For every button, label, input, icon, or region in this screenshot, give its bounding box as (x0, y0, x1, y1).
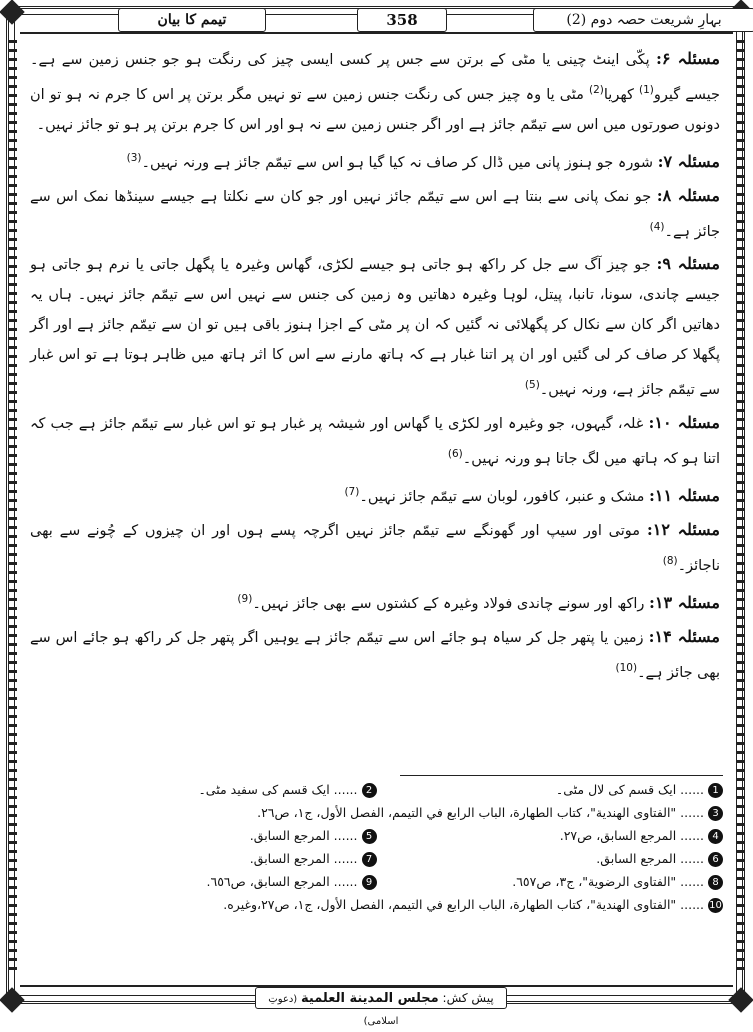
footnote-ref: (7) (344, 486, 360, 499)
footnote-ref: (8) (662, 554, 678, 567)
chapter-title: تیمم کا بیان (118, 8, 266, 32)
masala-label: مسئلہ ۱۲: (646, 519, 720, 539)
footnote (377, 824, 724, 847)
page-footer (255, 987, 507, 1027)
footnote-ref: (4) (649, 220, 665, 233)
masala-label: مسئلہ ۸: (656, 185, 720, 205)
masala-text: غلہ، گیہوں، جو وغیرہ اور لکڑی یا گھاس اور شیشہ پر غبار ہو تو اس غبار سے تیمّم جائز ہے جب کہ اتنا ہو کہ ہاتھ میں لگ جاتا ہو ورنہ نہیں۔ (30, 416, 720, 468)
footnote-ref: (3) (126, 151, 142, 164)
masala-text: راکھ اور سونے چاندی فولاد وغیرہ کے کشتوں سے بھی جائز نہیں۔ (252, 595, 649, 612)
footnote-text: ...... المرجع السابق، ص٦٥٦. (206, 874, 358, 889)
book-title: بہارِ شریعت حصہ دوم (2) (533, 8, 753, 32)
masala-paragraph (30, 477, 720, 512)
footnote-text: ...... "الفتاوى الهندية"، كتاب الطهارة، الباب الرابع في التيمم، الفصل الأول، ج١، ص٢٧،وغيره. (223, 897, 704, 912)
border-ornament-right (736, 40, 744, 972)
presenter-label: پیش کش: (442, 991, 494, 1005)
masala-label: مسئلہ ۱۳: (648, 592, 720, 612)
footnote-number: 9 (362, 875, 377, 890)
footnote-text: ...... ایک قسم کی لال مٹی۔ (555, 782, 704, 797)
footnote (377, 870, 724, 893)
masala-text: کھریا (603, 86, 639, 103)
main-text (30, 44, 720, 690)
footnote (30, 801, 723, 824)
footnote-row (30, 870, 723, 893)
footnote (30, 824, 377, 847)
footnote-row (30, 824, 723, 847)
footnote-text: ...... "الفتاوى الرضوية"، ج٣، ص٦٥٧. (512, 874, 704, 889)
masala-label: مسئلہ ۱۰: (648, 413, 720, 433)
masala-label: مسئلہ ۶: (655, 49, 720, 68)
masala-text: جو چیز آگ سے جل کر راکھ ہو جاتی ہو جیسے لکڑی، گھاس وغیرہ یا پگھل جاتی یا نرم ہو جاتی ہو جیسے چاندی، سونا، تانبا، پیتل، لوہا وغیرہ دھاتیں وہ زمین کی جنس سے نہیں اس سے تیمّم جائز نہیں۔ ہاں یہ دھاتیں اگر کان سے نکال کر پگھلائی نہ گئیں کہ ان پر مٹی کے اجزا ہنوز باقی ہیں تو ان سے تیمّم جائز ہے اور اگر پگھلا کر صاف کر لی گئیں اور ان پر اتنا غبار ہے کہ ہاتھ مارنے سے اس کا اثر ہاتھ میں ظاہر ہوتا ہے تو اس غبار سے تیمّم جائز ہے، ورنہ نہیں۔ (30, 257, 720, 399)
masala-text: پکّی اینٹ چینی یا مٹی کے برتن سے جس پر کسی ایسی چیز کی رنگت ہو جو جنس زمین سے ہے۔ جیسے گیرو (30, 52, 720, 103)
footnote-text: ...... ایک قسم کی سفید مٹی۔ (198, 782, 358, 797)
footnotes (30, 778, 723, 916)
page-header (20, 6, 733, 34)
masala-paragraph (30, 143, 720, 178)
footnote (30, 778, 377, 801)
footnote-ref: (5) (524, 379, 540, 392)
masala-label: مسئلہ ۱۴: (648, 626, 720, 646)
footnote-ref: (10) (615, 661, 638, 674)
footnote (377, 778, 724, 801)
footnote-row (30, 801, 723, 824)
footnote (30, 893, 723, 916)
footnote-number: 3 (708, 806, 723, 821)
footnote-row (30, 847, 723, 870)
footnote-number: 5 (362, 829, 377, 844)
masala-text: شورہ جو ہنوز پانی میں ڈال کر صاف نہ کیا گیا ہو اس سے تیمّم جائز ہے ورنہ نہیں۔ (141, 154, 658, 171)
masala-label: مسئلہ ۹: (656, 254, 720, 274)
masala-label: مسئلہ ۱۱: (648, 485, 720, 505)
footnote-text: ...... المرجع السابق، ص٢٧. (559, 828, 704, 843)
footnote-divider (400, 775, 723, 776)
footnote-number: 2 (362, 783, 377, 798)
footnote-text: ...... المرجع السابق. (596, 851, 704, 866)
masala-text: موتی اور سیپ اور گھونگے سے تیمّم جائز نہیں اگرچہ پسے ہوں اور ان چیزوں کے چُونے سے بھی ناجائز۔ (30, 522, 720, 574)
footnote (377, 847, 724, 870)
footnote-text: ...... المرجع السابق. (249, 828, 358, 843)
masala-paragraph (30, 44, 720, 140)
footnote-ref: (9) (237, 592, 253, 605)
masala-text: زمین یا پتھر جل کر سیاہ ہو جائے اس سے تیمّم جائز ہے یوہیں اگر پتھر جل کر راکھ ہو جائے اس سے بھی جائز ہے۔ (30, 629, 720, 681)
footnote-number: 4 (708, 829, 723, 844)
footnote-number: 10 (709, 900, 722, 911)
border-ornament-left (9, 40, 17, 972)
footnote-ref: (2) (588, 84, 604, 96)
masala-paragraph (30, 584, 720, 619)
page-number: 358 (357, 8, 447, 32)
masala-paragraph (30, 181, 720, 247)
masala-paragraph (30, 249, 720, 405)
masala-text: مٹی یا وہ چیز جس کی رنگت جنس زمین سے تو نہیں مگر برتن پر اس کا جرم نہ ہو تو ان دونوں صورتوں میں اس سے تیمّم جائز ہے اور اگر جنس زمین سے نہ ہو اور اس کا جرم برتن پر ہو تو جائز نہیں۔ (30, 86, 720, 133)
masala-paragraph (30, 408, 720, 474)
footnote-number: 6 (708, 852, 723, 867)
masala-text: مشک و عنبر، کافور، لوبان سے تیمّم جائز نہیں۔ (359, 488, 649, 505)
footnote-text: ...... المرجع السابق. (249, 851, 358, 866)
masala-paragraph (30, 622, 720, 688)
footnote-number: 7 (362, 852, 377, 867)
footnote (30, 870, 377, 893)
footnote-row (30, 778, 723, 801)
footnote-ref: (6) (447, 448, 463, 461)
masala-paragraph (30, 515, 720, 581)
footnote-text: ...... "الفتاوى الهندية"، كتاب الطهارة، الباب الرابع في التيمم، الفصل الأول، ج١، ص٢٦. (257, 805, 704, 820)
footnote-row (30, 893, 723, 916)
footnote-number: 8 (708, 875, 723, 890)
publisher-name: مجلس المدينة العلمية (301, 991, 439, 1006)
publisher-sub: (دعوتِ اسلامی) (268, 994, 399, 1027)
footnote-number: 1 (708, 783, 723, 798)
masala-text: جو نمک پانی سے بنتا ہے اس سے تیمّم جائز نہیں اور جو کان سے نکلتا ہے جیسے سینڈھا نمک اس سے جائز ہے۔ (30, 188, 720, 240)
footnote-ref: (1) (638, 84, 654, 96)
footnote (30, 847, 377, 870)
masala-label: مسئلہ ۷: (657, 151, 720, 171)
